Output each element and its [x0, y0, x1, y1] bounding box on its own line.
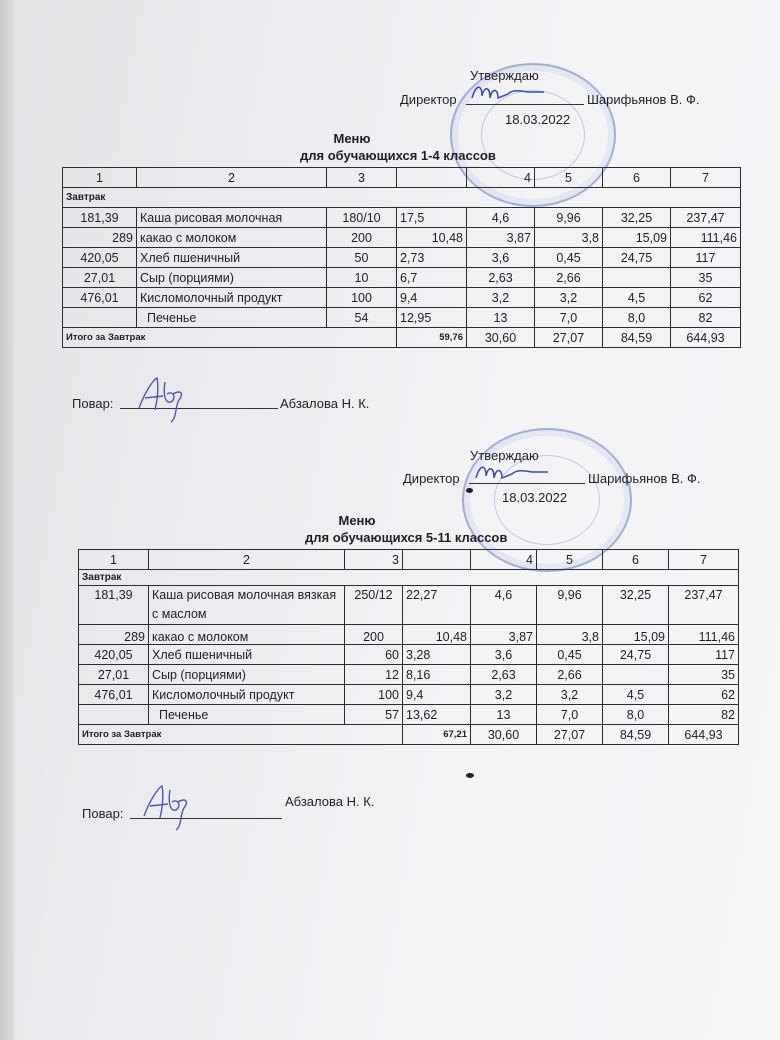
total-row	[79, 725, 739, 745]
proteins: 4,6	[467, 208, 535, 228]
proteins: 3,6	[467, 248, 535, 268]
carbs: 32,25	[603, 586, 669, 625]
fats: 3,2	[535, 288, 603, 308]
header-cell: 4	[471, 550, 537, 570]
section-row	[63, 188, 741, 208]
dish-name: Хлеб пшеничный	[137, 248, 327, 268]
fats: 9,96	[535, 208, 603, 228]
energy: 237,47	[671, 208, 741, 228]
portion: 180/10	[327, 208, 397, 228]
total-fats: 27,07	[535, 328, 603, 348]
carbs: 4,5	[603, 288, 671, 308]
recipe-number: 420,05	[63, 248, 137, 268]
fats: 3,8	[535, 228, 603, 248]
portion: 60	[345, 645, 403, 665]
fats: 0,45	[535, 248, 603, 268]
director-label: Директор	[403, 471, 460, 486]
fats: 7,0	[535, 308, 603, 328]
menu-title: Меню	[338, 513, 376, 528]
header-cell: 6	[603, 168, 671, 188]
price: 22,27	[403, 586, 471, 625]
carbs: 24,75	[603, 248, 671, 268]
dish-name: Каша рисовая молочная	[137, 208, 327, 228]
table-row	[79, 705, 739, 725]
energy: 82	[669, 705, 739, 725]
portion: 12	[345, 665, 403, 685]
header-cell: 7	[669, 550, 739, 570]
energy: 35	[669, 665, 739, 685]
header-cell: 7	[671, 168, 741, 188]
recipe-number: 476,01	[63, 288, 137, 308]
dish-name: Сыр (порциями)	[149, 665, 345, 685]
carbs: 15,09	[603, 228, 671, 248]
price: 10,48	[397, 228, 467, 248]
price: 13,62	[403, 705, 471, 725]
recipe-number: 27,01	[79, 665, 149, 685]
recipe-number: 476,01	[79, 685, 149, 705]
fats: 3,8	[537, 625, 603, 645]
table-row	[63, 248, 741, 268]
carbs	[603, 268, 671, 288]
dish-name: какао с молоком	[137, 228, 327, 248]
menu-subtitle: для обучающихся 1-4 классов	[300, 148, 496, 163]
energy: 111,46	[669, 625, 739, 645]
carbs: 15,09	[603, 625, 669, 645]
cook-label: Повар:	[82, 806, 124, 821]
dish-name: Сыр (порциями)	[137, 268, 327, 288]
energy: 35	[671, 268, 741, 288]
fats: 2,66	[535, 268, 603, 288]
portion: 200	[327, 228, 397, 248]
ink-smudge	[466, 773, 474, 778]
dish-name: Кисломолочный продукт	[137, 288, 327, 308]
fats: 2,66	[537, 665, 603, 685]
dish-name: Кисломолочный продукт	[149, 685, 345, 705]
fats: 0,45	[537, 645, 603, 665]
director-label: Директор	[400, 92, 457, 107]
carbs: 8,0	[603, 705, 669, 725]
table-row	[63, 268, 741, 288]
energy: 82	[671, 308, 741, 328]
proteins: 13	[467, 308, 535, 328]
total-row	[63, 328, 741, 348]
energy: 111,46	[671, 228, 741, 248]
table-row	[63, 228, 741, 248]
recipe-number: 181,39	[79, 586, 149, 625]
dish-name: какао с молоком	[149, 625, 345, 645]
recipe-number	[63, 308, 137, 328]
total-label: Итого за Завтрак	[79, 725, 403, 745]
portion: 10	[327, 268, 397, 288]
header-cell: 1	[79, 550, 149, 570]
approval-word: Утверждаю	[470, 448, 539, 463]
portion: 200	[345, 625, 403, 645]
header-cell	[403, 550, 471, 570]
carbs	[603, 665, 669, 685]
section-row	[79, 570, 739, 586]
director-name: Шарифьянов В. Ф.	[588, 471, 701, 486]
price: 9,4	[403, 685, 471, 705]
total-proteins: 30,60	[471, 725, 537, 745]
total-energy: 644,93	[669, 725, 739, 745]
header-cell: 5	[535, 168, 603, 188]
header-cell: 4	[467, 168, 535, 188]
cook-name: Абзалова Н. К.	[285, 794, 375, 809]
menu-title: Меню	[333, 131, 371, 146]
dish-name: Каша рисовая молочная вязкая с маслом	[149, 586, 345, 625]
total-proteins: 30,60	[467, 328, 535, 348]
menu-subtitle: для обучающихся 5-11 классов	[305, 530, 508, 545]
header-cell: 6	[603, 550, 669, 570]
carbs: 8,0	[603, 308, 671, 328]
total-label: Итого за Завтрак	[63, 328, 397, 348]
portion: 57	[345, 705, 403, 725]
price: 3,28	[403, 645, 471, 665]
dish-name: Печенье	[137, 308, 327, 328]
portion: 54	[327, 308, 397, 328]
price: 9,4	[397, 288, 467, 308]
header-cell: 5	[537, 550, 603, 570]
header-cell: 1	[63, 168, 137, 188]
header-cell	[397, 168, 467, 188]
header-row	[79, 550, 739, 570]
recipe-number: 289	[63, 228, 137, 248]
energy: 117	[669, 645, 739, 665]
total-price: 67,21	[403, 725, 471, 745]
proteins: 3,87	[467, 228, 535, 248]
energy: 237,47	[669, 586, 739, 625]
table-row	[79, 665, 739, 685]
menu-table	[62, 167, 741, 348]
proteins: 13	[471, 705, 537, 725]
cook-name: Абзалова Н. К.	[280, 396, 370, 411]
approval-date: 18.03.2022	[505, 112, 571, 127]
price: 17,5	[397, 208, 467, 228]
table-row	[63, 308, 741, 328]
proteins: 3,2	[471, 685, 537, 705]
dish-name: Хлеб пшеничный	[149, 645, 345, 665]
recipe-number: 289	[79, 625, 149, 645]
menu-table	[78, 549, 739, 745]
table-row	[79, 586, 739, 625]
cook-label: Повар:	[72, 396, 114, 411]
proteins: 2,63	[471, 665, 537, 685]
table-row	[79, 625, 739, 645]
proteins: 3,2	[467, 288, 535, 308]
section-label: Завтрак	[63, 188, 741, 208]
director-name: Шарифьянов В. Ф.	[587, 92, 700, 107]
approval-date: 18.03.2022	[502, 490, 568, 505]
energy: 62	[669, 685, 739, 705]
total-energy: 644,93	[671, 328, 741, 348]
price: 2,73	[397, 248, 467, 268]
total-fats: 27,07	[537, 725, 603, 745]
header-cell: 3	[345, 550, 403, 570]
table-row	[63, 288, 741, 308]
recipe-number	[79, 705, 149, 725]
approval-word: Утверждаю	[470, 68, 539, 83]
proteins: 4,6	[471, 586, 537, 625]
fats: 7,0	[537, 705, 603, 725]
table-row	[63, 208, 741, 228]
ink-smudge	[466, 488, 473, 493]
header-row	[63, 168, 741, 188]
price: 6,7	[397, 268, 467, 288]
recipe-number: 181,39	[63, 208, 137, 228]
recipe-number: 420,05	[79, 645, 149, 665]
table-row	[79, 645, 739, 665]
price: 10,48	[403, 625, 471, 645]
proteins: 3,6	[471, 645, 537, 665]
fats: 3,2	[537, 685, 603, 705]
portion: 100	[345, 685, 403, 705]
proteins: 3,87	[471, 625, 537, 645]
paper-edge-shadow	[0, 0, 14, 1040]
carbs: 4,5	[603, 685, 669, 705]
portion: 250/12	[345, 586, 403, 625]
fats: 9,96	[537, 586, 603, 625]
header-cell: 2	[137, 168, 327, 188]
carbs: 24,75	[603, 645, 669, 665]
dish-name: Печенье	[149, 705, 345, 725]
recipe-number: 27,01	[63, 268, 137, 288]
energy: 117	[671, 248, 741, 268]
energy: 62	[671, 288, 741, 308]
header-cell: 2	[149, 550, 345, 570]
total-price: 59,76	[397, 328, 467, 348]
total-carbs: 84,59	[603, 328, 671, 348]
total-carbs: 84,59	[603, 725, 669, 745]
table-row	[79, 685, 739, 705]
portion: 100	[327, 288, 397, 308]
portion: 50	[327, 248, 397, 268]
price: 12,95	[397, 308, 467, 328]
header-cell: 3	[327, 168, 397, 188]
price: 8,16	[403, 665, 471, 685]
section-label: Завтрак	[79, 570, 739, 586]
proteins: 2,63	[467, 268, 535, 288]
carbs: 32,25	[603, 208, 671, 228]
